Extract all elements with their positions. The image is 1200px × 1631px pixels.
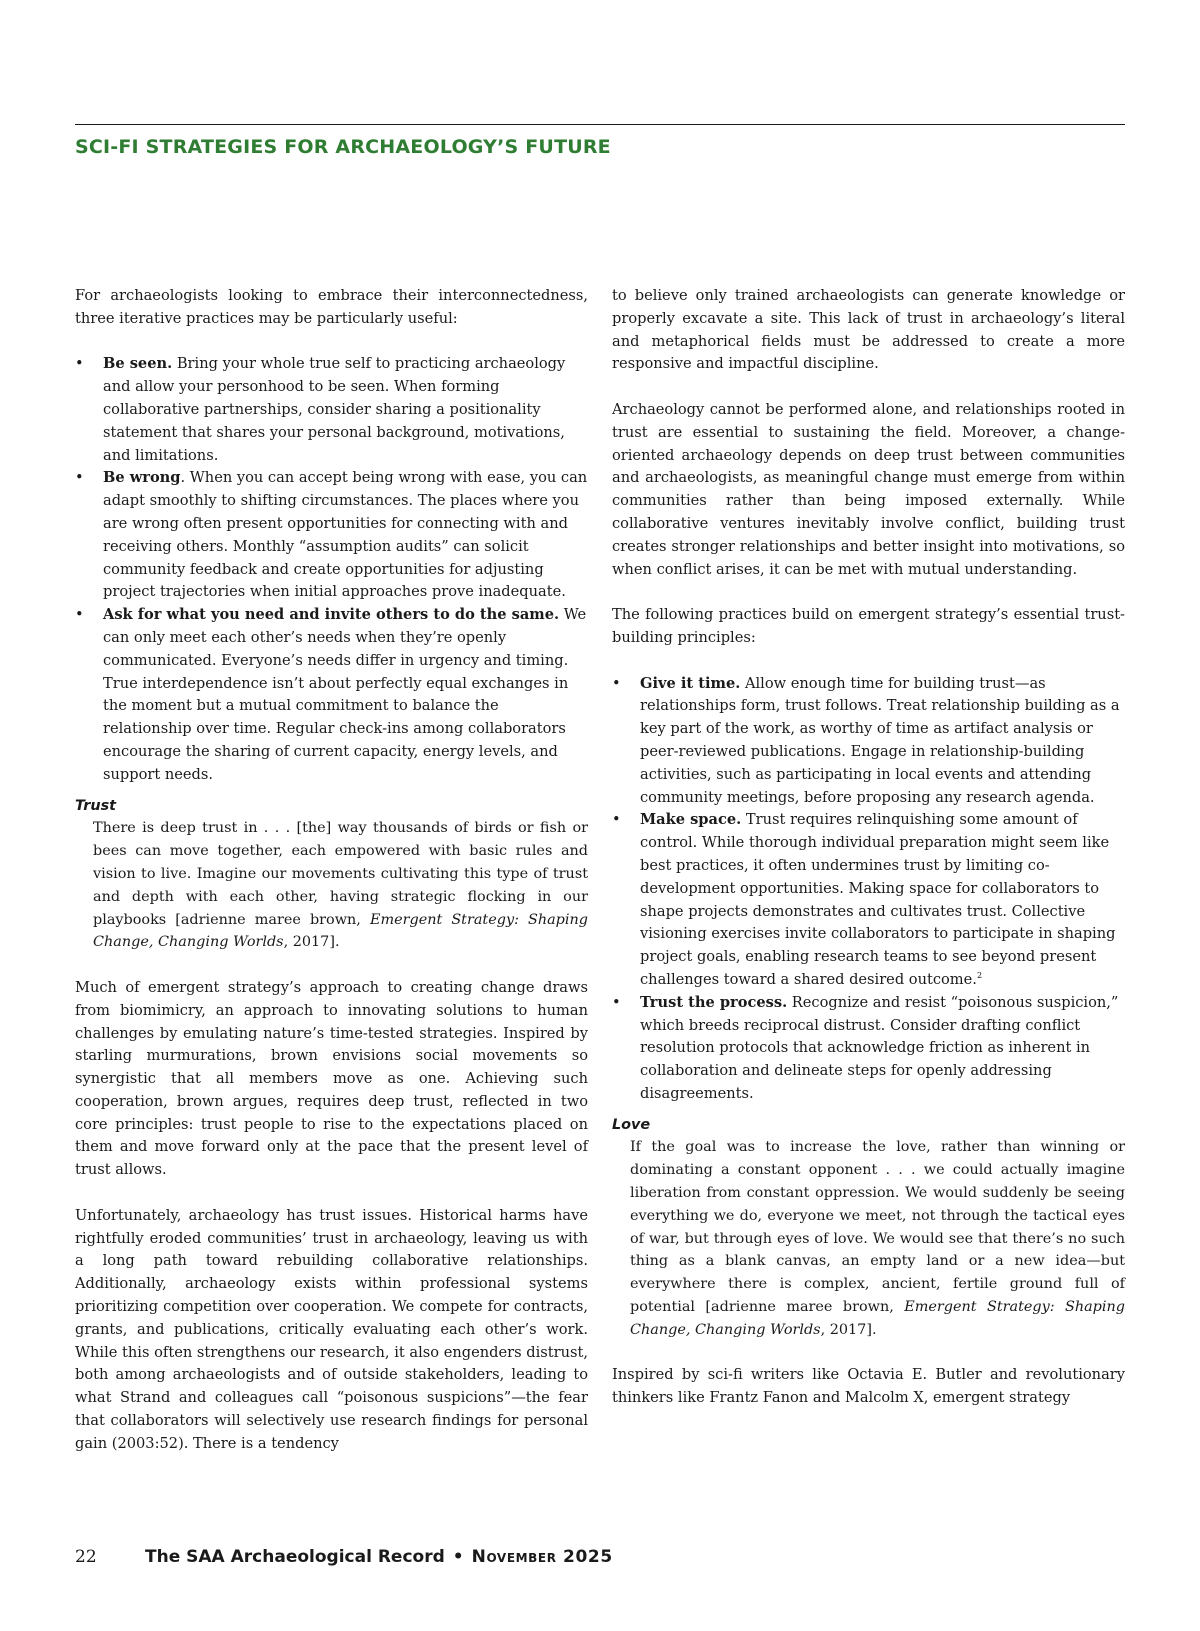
footnote-marker: 2 (976, 971, 983, 981)
list-item (75, 353, 588, 467)
list-item (612, 809, 1125, 991)
intro-paragraph: For archaeologists looking to embrace their interconnectedness, three iterative practices may be particularly useful: (75, 287, 588, 327)
book-title: Emergent Strategy: Shaping Change, Changing Worlds (630, 1299, 1125, 1338)
right-column (612, 285, 1125, 1410)
practice-text: . When you can accept being wrong with ease, you can adapt smoothly to shifting circumstances. The places where you are wrong often present opportunities for connecting with and receiving others. Monthly “assumption audits” can solicit community feedback and create opportunities for adjusting project trajectories when initial approaches prove inadequate. (103, 469, 588, 601)
quote-text: There is deep trust in . . . [the] way thousands of birds or fish or bees can move together, each empowered with basic rules and vision to live. Imagine our movements cultivating this type of trust and depth with each other, having strategic flocking in our playbooks [adrienne maree brown, (93, 820, 588, 928)
section-title: SCI-FI STRATEGIES FOR ARCHAEOLOGY’S FUTURE (75, 136, 611, 158)
inspired-paragraph: Inspired by sci-fi writers like Octavia E. Butler and revolutionary thinkers like Frantz Fanon and Malcolm X, emergent strategy (612, 1366, 1125, 1407)
love-heading: Love (612, 1116, 651, 1133)
trust-heading: Trust (75, 797, 117, 814)
quote-citation: , 2017]. (820, 1321, 877, 1338)
practice-term: Be seen. (103, 355, 173, 373)
practice-term: Ask for what you need and invite others to do the same. (103, 606, 560, 624)
trust-issues-paragraph: Unfortunately, archaeology has trust issues. Historical harms have rightfully eroded communities’ trust in archaeology, leaving us with a long path toward rebuilding collaborative relationships. Additionally, archaeology exists within professional systems prioritizing competition over cooperation. We compete for contracts, grants, and publications, critically evaluating each other’s work. While this often strengthens our research, it also engenders distrust, both among archaeologists and of outside stakeholders, leading to what Strand and colleagues call “poisonous suspicions”—the fear that collaborators will selectively use research findings for personal gain (2003:52). There is a tendency (75, 1206, 588, 1452)
practice-term: Be wrong (103, 469, 181, 487)
emergent-strategy-paragraph: Much of emergent strategy’s approach to creating change draws from biomimicry, an approach to innovating solutions to human challenges by emulating nature’s time-tested strategies. Inspired by starling murmurations, brown envisions social movements so synergistic that all members move as one. Achieving such cooperation, brown argues, requires deep trust, reflected in two core principles: trust people to rise to the expectations placed on them and move forward only at the pace that the present level of trust allows. (75, 978, 588, 1179)
practice-term: Give it time. (640, 674, 741, 692)
performed-alone-paragraph: Archaeology cannot be performed alone, and relationships rooted in trust are essential to sustaining the field. Moreover, a change-oriented archaeology depends on deep trust between communities and archaeologists, as meaningful change must emerge from within communities rather than being imposed externally. While collaborative ventures inevitably involve conflict, building trust creates stronger relationships and better insight into motivations, so when conflict arises, it can be met with mutual understanding. (612, 400, 1125, 578)
book-title: Emergent Strategy: Shaping Change, Changing Worlds (93, 911, 588, 951)
practices-list-left (75, 353, 588, 786)
header-rule (75, 124, 1125, 125)
practices-list-right (612, 673, 1125, 1106)
left-column (75, 285, 588, 1456)
trust-blockquote (75, 817, 588, 954)
list-item (75, 467, 588, 604)
practice-text: Trust requires relinquishing some amount of control. While thorough individual preparation might seem like best practices, it often undermines trust by limiting co-development opportunities. Making space for collaborators to shape projects demonstrates and cultivates trust. Collective visioning exercises invite collaborators to participate in shaping project goals, enabling research teams to see beyond present challenges toward a shared desired outcome. (640, 811, 1116, 988)
quote-text: If the goal was to increase the love, rather than winning or dominating a constant opponent . . . we could actually imagine liberation from constant oppression. We would suddenly be seeing everything we do, everyone we meet, not through the tactical eyes of war, but through eyes of love. We would see that there’s no such thing as a blank canvas, an empty land or a new idea—but everywhere there is complex, ancient, fertile ground full of potential [adrienne maree brown, (630, 1139, 1125, 1316)
page-number: 22 (75, 1547, 97, 1567)
practice-term: Trust the process. (640, 993, 788, 1011)
footer-separator: • (452, 1547, 464, 1567)
practice-text: We can only meet each other’s needs when they’re openly communicated. Everyone’s needs differ in urgency and timing. True interdependence isn’t about perfectly equal exchanges in the moment but a mutual commitment to balance the relationship over time. Regular check-ins among collaborators encourage the sharing of current capacity, energy levels, and support needs. (103, 606, 587, 783)
practice-term: Make space. (640, 811, 742, 829)
list-item (612, 992, 1125, 1106)
publication-name: The SAA Archaeological Record (145, 1547, 445, 1567)
practice-text: Allow enough time for building trust—as relationships form, trust follows. Treat relationship building as a key part of the work, as worthy of time as artifact analysis or peer-reviewed publications. Engage in relationship-building activities, such as participating in local events and attending community meetings, before proposing any research agenda. (640, 674, 1120, 806)
practice-text: Recognize and resist “poisonous suspicion,” which breeds reciprocal distrust. Consider drafting conflict resolution protocols that acknowledge friction as inherent in collaboration and delineate steps for openly addressing disagreements. (640, 993, 1119, 1102)
love-blockquote (612, 1136, 1125, 1341)
page-footer (75, 1547, 613, 1567)
list-item (612, 673, 1125, 810)
following-practices-paragraph: The following practices build on emergent strategy’s essential trust-building principles: (612, 606, 1125, 646)
issue-date: November 2025 (471, 1547, 613, 1567)
list-item (75, 604, 588, 786)
quote-citation: , 2017]. (283, 934, 340, 951)
practice-text: Bring your whole true self to practicing archaeology and allow your personhood to be seen. When forming collaborative partnerships, consider sharing a positionality statement that shares your personal background, motivations, and limitations. (103, 355, 566, 464)
continued-paragraph: to believe only trained archaeologists can generate knowledge or properly excavate a site. This lack of trust in archaeology’s literal and metaphorical fields must be addressed to create a more responsive and impactful discipline. (612, 287, 1125, 373)
